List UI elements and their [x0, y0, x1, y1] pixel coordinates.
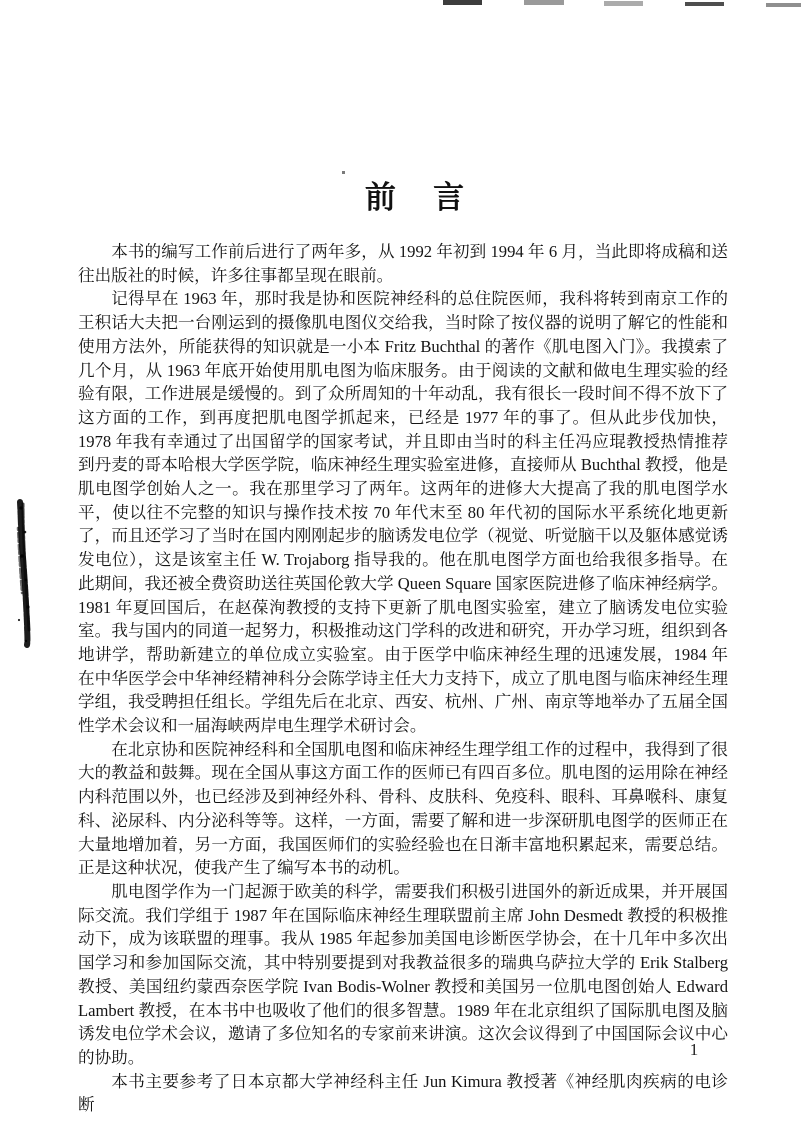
scan-mark-top-1 — [443, 0, 482, 5]
preface-text — [78, 240, 728, 1117]
scan-mark-top-4 — [685, 2, 724, 6]
page-title: 前言 — [364, 180, 502, 215]
paragraph-4: 肌电图学作为一门起源于欧美的科学，需要我们积极引进国外的新近成果，并开展国际交流。我们学组于 1987 年在国际临床神经生理联盟前主席 John Desmedt 教授的积极推动下，成为该联盟的理事。我从 1985 年起参加美国电诊断医学协会，在十几年中多次出国学习和参加国际交流，其中特别要提到对我教益很多的瑞典乌萨拉大学的 Erik Stalberg 教授、美国纽约蒙西奈医学院 Ivan Bodis-Wolner 教授和美国另一位肌电图创始人 Edward Lambert 教授，在本书中也吸收了他们的很多智慧。1989 年在北京组织了国际肌电图及脑诱发电位学术会议，邀请了多位知名的专家前来讲演。这次会议得到了中国国际会议中心的协助。 — [78, 881, 728, 1067]
smudge-graphic — [6, 498, 40, 650]
page-number: 1 — [689, 1040, 699, 1059]
paragraph-2: 记得早在 1963 年，那时我是协和医院神经科的总住院医师，我科将转到南京工作的王积话大夫把一台刚运到的摄像肌电图仪交给我，当时除了按仪器的说明了解它的性能和使用方法外，所能获得的知识就是一小本 Fritz Buchthal 的著作《肌电图入门》。我摸索了几个月，从 1963 年底开始使用肌电图为临床服务。由于阅读的文献和做电生理实验的经验有限，工作进展是缓慢的。到了众所周知的十年动乱，我有很长一段时间不得不放下了这方面的工作，到再度把肌电图学抓起来，已经是 1977 年的事了。但从此步伐加快，1978 年我有幸通过了出国留学的国家考试，并且即由当时的科主任冯应琨教授热情推荐到丹麦的哥本哈根大学医学院，临床神经生理实验室进修，直接师从 Buchthal 教授，他是肌电图学创始人之一。我在那里学习了两年。这两年的进修大大提高了我的肌电图学水平，使以往不完整的知识与操作技术按 70 年代末至 80 年代初的国际水平系统化地更新了，而且还学习了当时在国内刚刚起步的脑诱发电位学（视觉、听觉脑干以及躯体感觉诱发电位），这是该室主任 W. Trojaborg 指导我的。他在肌电图学方面也给我很多指导。在此期间，我还被全费资助送往英国伦敦大学 Queen Square 国家医院进修了临床神经病学。1981 年夏回国后，在赵葆洵教授的支持下更新了肌电图实验室，建立了脑诱发电位实验室。我与国内的同道一起努力，积极推动这门学科的改进和研究，开办学习班，组织到各地讲学，帮助新建立的单位成立实验室。由于医学中临床神经生理的迅速发展，1984 年在中华医学会中华神经精神科分会陈学诗主任大力支持下，成立了肌电图与临床神经生理学组，我受聘担任组长。学组先后在北京、西安、杭州、广州、南京等地举办了五届全国性学术会议和一届海峡两岸电生理学术研讨会。 — [78, 289, 728, 736]
scan-smudge-left — [6, 498, 40, 650]
paragraph-3: 在北京协和医院神经科和全国肌电图和临床神经生理学组工作的过程中，我得到了很大的教益和鼓舞。现在全国从事这方面工作的医师已有四百多位。肌电图的运用除在神经内科范围以外，也已经涉及到神经外科、骨科、皮肤科、免疫科、眼科、耳鼻喉科、康复科、泌尿科、内分泌科等等。这样，一方面，需要了解和进一步深研肌电图学的医师正在大量地增加着，另一方面，我国医师们的实验经验也在日渐丰富地积累起来，需要总结。正是这种状况，使我产生了编写本书的动机。 — [78, 739, 728, 878]
scan-mark-top-3 — [604, 1, 643, 6]
scan-mark-top-2 — [524, 0, 564, 5]
scan-mark-top-5 — [766, 3, 801, 7]
paragraph-5: 本书主要参考了日本京都大学神经科主任 Jun Kimura 教授著《神经肌肉疾病的电诊断 — [78, 1071, 728, 1115]
paragraph-1: 本书的编写工作前后进行了两年多，从 1992 年初到 1994 年 6 月，当此即将成稿和送往出版社的时候，许多往事都呈现在眼前。 — [78, 242, 728, 285]
